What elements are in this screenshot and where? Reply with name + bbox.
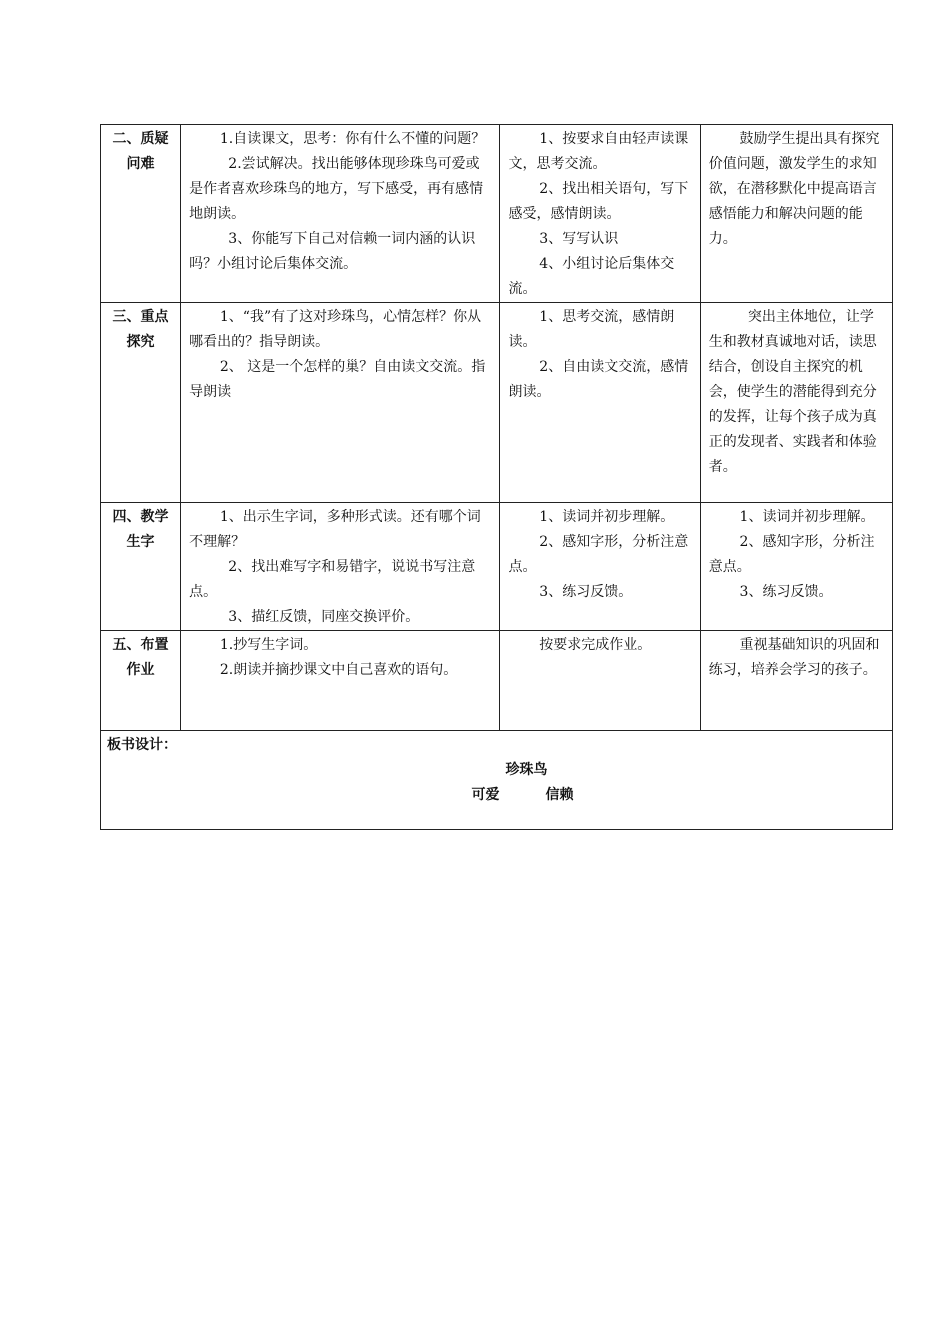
teacher-activity-cell	[181, 503, 500, 631]
student-activity-item: 2、自由读文交流，感情朗读。	[508, 359, 689, 400]
design-intent-cell	[700, 125, 892, 303]
step-label-line: 四、教学	[112, 509, 169, 525]
design-intent-item: 鼓励学生提出具有探究价值问题，激发学生的求知欲，在潜移默化中提高语言感悟能力和解决问题的能力。	[708, 131, 880, 247]
student-activity-item: 1、读词并初步理解。	[539, 509, 675, 525]
table-row	[101, 503, 893, 631]
student-activity-item: 4、小组讨论后集体交流。	[508, 256, 675, 297]
table-row	[101, 125, 893, 303]
student-activity-item: 2、感知字形，分析注意点。	[508, 534, 689, 575]
teacher-activity-item: 3、描红反馈，同座交换评价。	[228, 609, 420, 625]
step-label-line: 五、布置	[112, 637, 169, 653]
design-intent-item: 1、读词并初步理解。	[739, 509, 875, 525]
teacher-activity-cell	[181, 303, 500, 503]
design-intent-item: 3、练习反馈。	[739, 584, 833, 600]
design-intent-item: 重视基础知识的巩固和练习，培养会学习的孩子。	[708, 637, 880, 678]
student-activity-item: 3、练习反馈。	[539, 584, 633, 600]
table-row	[101, 631, 893, 731]
step-label-cell	[101, 125, 181, 303]
design-intent-cell	[700, 303, 892, 503]
teacher-activity-item: 3、你能写下自己对信赖一词内涵的认识吗？小组讨论后集体交流。	[189, 231, 476, 272]
teacher-activity-item: 1.自读课文，思考：你有什么不懂的问题？	[219, 131, 486, 147]
student-activity-cell	[500, 631, 700, 731]
teacher-activity-item: 2.尝试解决。找出能够体现珍珠鸟可爱或是作者喜欢珍珠鸟的地方，写下感受，再有感情地朗读。	[189, 156, 484, 222]
board-design-cell	[101, 731, 893, 830]
step-label-line: 三、重点	[112, 309, 169, 325]
teacher-activity-item: 1、出示生字词，多种形式读。还有哪个词不理解？	[189, 509, 481, 550]
step-label-cell	[101, 303, 181, 503]
student-activity-cell	[500, 303, 700, 503]
student-activity-cell	[500, 503, 700, 631]
student-activity-item: 按要求完成作业。	[539, 637, 652, 653]
student-activity-item: 3、写写认识	[539, 231, 619, 247]
step-label-line: 探究	[126, 334, 155, 350]
design-intent-item: 突出主体地位，让学生和教材真诚地对话，读思结合，创设自主探究的机会，使学生的潜能得到充分的发挥，让每个孩子成为真正的发现者、实践者和体验者。	[708, 309, 877, 475]
design-intent-cell	[700, 631, 892, 731]
teacher-activity-item: 2.朗读并摘抄课文中自己喜欢的语句。	[219, 662, 458, 678]
student-activity-item: 1、按要求自由轻声读课文，思考交流。	[508, 131, 689, 172]
teacher-activity-item: 1.抄写生字词。	[219, 637, 318, 653]
board-keyword-right: 信赖	[545, 787, 574, 803]
step-label-line: 二、质疑	[112, 131, 169, 147]
teacher-activity-cell	[181, 631, 500, 731]
board-keyword-left: 可爱	[471, 787, 500, 803]
teacher-activity-item: 1、“我”有了这对珍珠鸟，心情怎样？你从哪看出的？指导朗读。	[189, 309, 482, 350]
teacher-activity-item: 2、 这是一个怎样的巢？自由读文交流。指导朗读	[189, 359, 486, 400]
board-title: 珍珠鸟	[505, 762, 548, 778]
board-keywords	[159, 783, 886, 808]
step-label-line: 生字	[126, 534, 155, 550]
lesson-plan-table	[100, 124, 893, 830]
student-activity-cell	[500, 125, 700, 303]
step-label-line: 问难	[126, 156, 155, 172]
design-intent-item: 2、感知字形，分析注意点。	[708, 534, 875, 575]
student-activity-item: 1、思考交流，感情朗读。	[508, 309, 675, 350]
student-activity-item: 2、找出相关语句，写下感受，感情朗读。	[508, 181, 689, 222]
step-label-cell	[101, 631, 181, 731]
step-label-line: 作业	[126, 662, 155, 678]
board-design-label: 板书设计：	[107, 737, 177, 753]
design-intent-cell	[700, 503, 892, 631]
teacher-activity-item: 2、找出难写字和易错字，说说书写注意点。	[189, 559, 476, 600]
teacher-activity-cell	[181, 125, 500, 303]
board-design-row	[101, 731, 893, 830]
table-row	[101, 303, 893, 503]
step-label-cell	[101, 503, 181, 631]
